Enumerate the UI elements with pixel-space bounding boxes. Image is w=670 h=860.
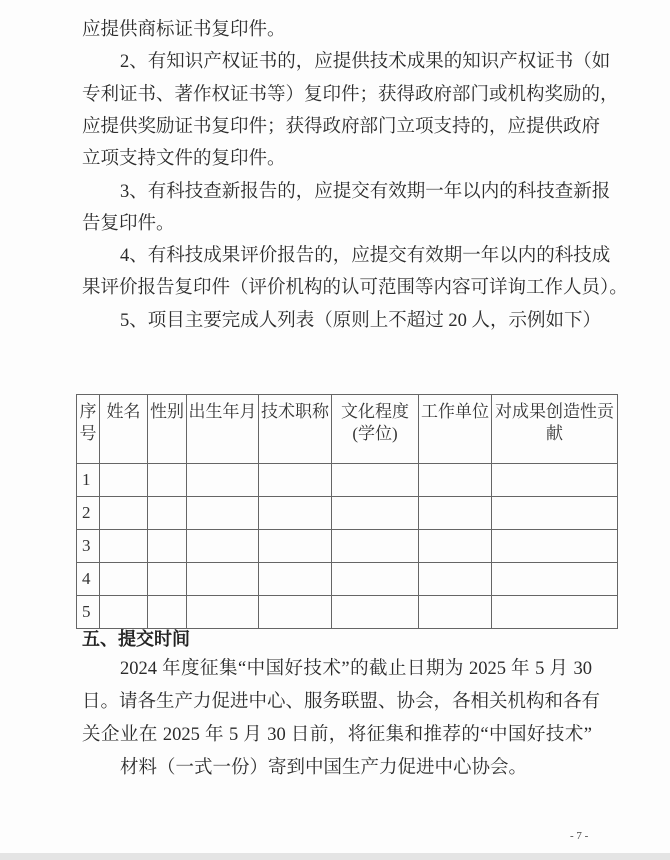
empty-cell <box>148 497 187 530</box>
empty-cell <box>419 530 492 563</box>
row-number-cell: 5 <box>77 596 100 629</box>
text-line: 3、有科技查新报告的，应提交有效期一年以内的科技查新报 <box>120 181 611 202</box>
row-number-cell: 4 <box>77 563 100 596</box>
header-cell: 文化程度(学位) <box>332 395 419 464</box>
empty-cell <box>100 530 148 563</box>
text-line: 日。请各生产力促进中心、服务联盟、协会，各相关机构和各有 <box>82 692 601 712</box>
empty-cell <box>332 530 419 563</box>
empty-cell <box>148 563 187 596</box>
completers-table <box>76 394 618 629</box>
empty-cell <box>187 563 259 596</box>
text-line: 果评价报告复印件（评价机构的认可范围等内容可详询工作人员）。 <box>82 278 628 299</box>
text-line: 4、有科技成果评价报告的，应提交有效期一年以内的科技成 <box>120 246 611 267</box>
empty-cell <box>187 464 259 497</box>
empty-cell <box>419 497 492 530</box>
text-line: 应提供奖励证书复印件；获得政府部门立项支持的，应提供政府 <box>82 116 601 137</box>
text-line: 立项支持文件的复印件。 <box>82 149 286 170</box>
text-line: 专利证书、著作权证书等）复印件；获得政府部门或机构奖励的， <box>82 84 619 105</box>
empty-cell <box>259 530 332 563</box>
empty-cell <box>148 596 187 629</box>
text-line: 告复印件。 <box>82 213 175 234</box>
empty-cell <box>259 464 332 497</box>
row-number-cell: 3 <box>77 530 100 563</box>
row-number-cell: 2 <box>77 497 100 530</box>
empty-cell <box>100 464 148 497</box>
empty-cell <box>419 464 492 497</box>
table-header-row <box>77 395 618 464</box>
text-line: 5、项目主要完成人列表（原则上不超过 20 人，示例如下） <box>120 310 602 331</box>
empty-cell <box>332 563 419 596</box>
empty-cell <box>187 596 259 629</box>
empty-cell <box>492 464 618 497</box>
empty-cell <box>492 596 618 629</box>
header-cell: 对成果创造性贡献 <box>492 395 618 464</box>
empty-cell <box>148 530 187 563</box>
empty-cell <box>332 596 419 629</box>
table-row <box>77 596 618 629</box>
empty-cell <box>148 464 187 497</box>
empty-cell <box>259 563 332 596</box>
empty-cell <box>100 497 148 530</box>
empty-cell <box>492 497 618 530</box>
empty-cell <box>259 497 332 530</box>
text-line: 2024 年度征集“中国好技术”的截止日期为 2025 年 5 月 30 <box>120 659 592 679</box>
empty-cell <box>332 464 419 497</box>
table-row <box>77 563 618 596</box>
empty-cell <box>492 530 618 563</box>
empty-cell <box>187 497 259 530</box>
header-cell: 工作单位 <box>419 395 492 464</box>
header-cell: 技术职称 <box>259 395 332 464</box>
empty-cell <box>419 596 492 629</box>
empty-cell <box>419 563 492 596</box>
empty-cell <box>332 497 419 530</box>
empty-cell <box>100 596 148 629</box>
table-row <box>77 530 618 563</box>
header-cell: 性别 <box>148 395 187 464</box>
header-cell: 序号 <box>77 395 100 464</box>
header-cell: 姓名 <box>100 395 148 464</box>
empty-cell <box>259 596 332 629</box>
table-row <box>77 497 618 530</box>
text-line: 关企业在 2025 年 5 月 30 日前，将征集和推荐的“中国好技术” <box>82 725 592 745</box>
page-number: - 7 - <box>570 830 589 842</box>
text-line: 应提供商标证书复印件。 <box>82 20 286 40</box>
row-number-cell: 1 <box>77 464 100 497</box>
table-row <box>77 464 618 497</box>
text-line: 2、有知识产权证书的，应提供技术成果的知识产权证书（如 <box>120 52 611 73</box>
empty-cell <box>187 530 259 563</box>
section-heading: 五、提交时间 <box>82 629 190 650</box>
text-line: 材料（一式一份）寄到中国生产力促进中心协会。 <box>120 758 528 778</box>
bottom-bar <box>0 853 670 860</box>
empty-cell <box>100 563 148 596</box>
empty-cell <box>492 563 618 596</box>
header-cell: 出生年月 <box>187 395 259 464</box>
